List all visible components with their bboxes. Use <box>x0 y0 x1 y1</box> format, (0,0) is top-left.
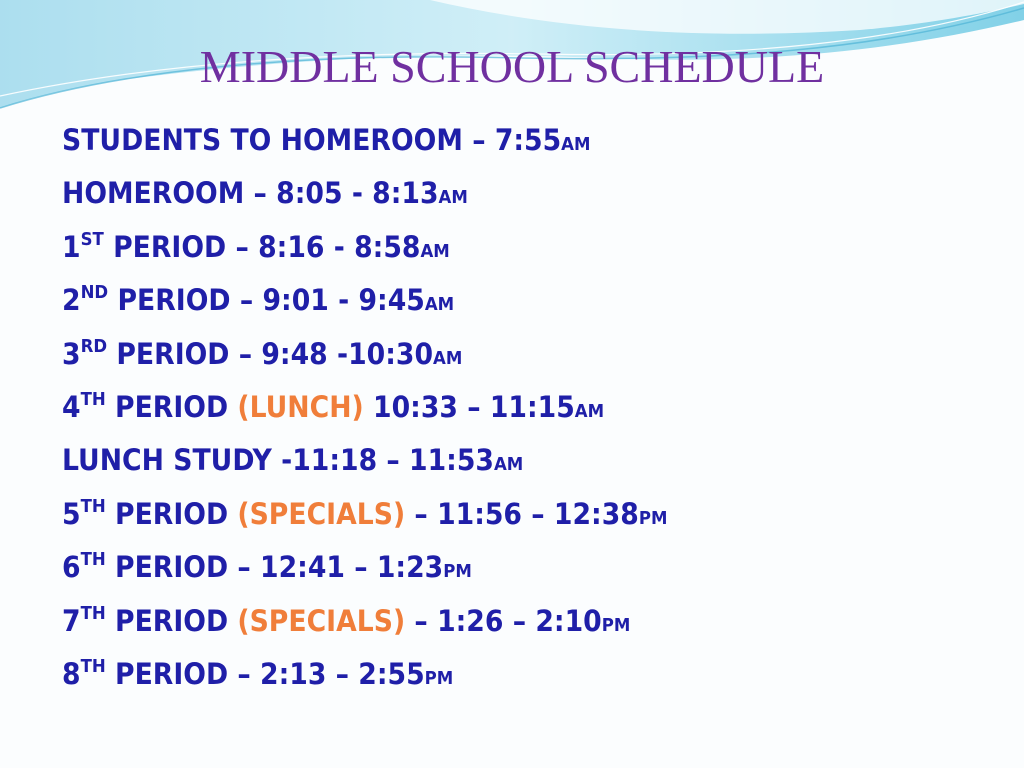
period-number: 8 <box>62 656 81 691</box>
time-suffix: AM <box>574 400 605 422</box>
schedule-row <box>62 599 927 652</box>
ordinal-suffix: TH <box>80 388 106 410</box>
schedule-row <box>62 278 927 331</box>
row-label: HOMEROOM <box>62 176 245 211</box>
time-suffix: AM <box>493 454 524 476</box>
row-note: (SPECIALS) <box>237 603 406 638</box>
time-suffix: PM <box>638 507 668 529</box>
ordinal-suffix: TH <box>80 549 106 571</box>
row-label: PERIOD <box>105 603 238 638</box>
row-times: – 11:56 – 12:38 <box>405 496 639 531</box>
row-label: PERIOD <box>105 496 238 531</box>
period-number: 1 <box>62 229 81 264</box>
schedule-row <box>62 332 927 385</box>
row-times: – 9:01 - 9:45 <box>230 283 425 318</box>
row-times: – 7:55 <box>462 123 562 157</box>
period-number: 3 <box>62 336 81 371</box>
schedule-row <box>62 438 927 491</box>
schedule-row <box>62 225 927 278</box>
period-number: 6 <box>62 550 81 585</box>
time-suffix: AM <box>561 134 591 155</box>
row-times: -11:18 – 11:53 <box>271 443 494 478</box>
schedule-row <box>62 171 927 224</box>
ordinal-suffix: RD <box>80 335 108 357</box>
time-suffix: AM <box>424 294 455 316</box>
row-times: – 8:16 - 8:58 <box>226 229 421 264</box>
row-label: LUNCH STUDY <box>62 443 272 478</box>
row-times: – 12:41 – 1:23 <box>228 550 444 585</box>
row-times: – 2:13 – 2:55 <box>228 656 425 691</box>
schedule-list <box>62 118 1002 705</box>
row-times: – 9:48 -10:30 <box>229 336 434 371</box>
row-times: 10:33 – 11:15 <box>363 389 575 424</box>
row-note: (SPECIALS) <box>237 496 406 531</box>
slide-title: MIDDLE SCHOOL SCHEDULE <box>199 41 825 92</box>
time-suffix: AM <box>438 187 468 209</box>
row-label: PERIOD <box>105 389 238 424</box>
period-number: 5 <box>62 496 81 531</box>
ordinal-suffix: TH <box>80 495 106 517</box>
time-suffix: PM <box>443 561 472 583</box>
ordinal-suffix: ST <box>80 228 104 250</box>
period-number: 7 <box>62 603 81 638</box>
schedule-row <box>62 545 927 598</box>
schedule-row <box>62 652 927 705</box>
row-label: STUDENTS TO HOMEROOM <box>62 123 463 157</box>
period-number: 2 <box>62 283 81 318</box>
schedule-row <box>62 385 927 438</box>
schedule-row <box>62 492 927 545</box>
row-times: – 1:26 – 2:10 <box>405 603 602 638</box>
time-suffix: AM <box>420 240 450 262</box>
time-suffix: PM <box>424 667 454 689</box>
period-number: 4 <box>62 389 81 424</box>
schedule-row <box>62 118 927 171</box>
row-label: PERIOD <box>105 550 229 585</box>
row-label: PERIOD <box>107 336 230 371</box>
ordinal-suffix: ND <box>80 282 109 304</box>
row-label: PERIOD <box>105 656 229 691</box>
row-label: PERIOD <box>108 283 231 318</box>
row-label: PERIOD <box>103 229 227 264</box>
row-note: (LUNCH) <box>237 389 364 424</box>
ordinal-suffix: TH <box>80 602 106 624</box>
ordinal-suffix: TH <box>80 655 106 677</box>
time-suffix: PM <box>601 614 631 636</box>
time-suffix: AM <box>433 347 463 369</box>
row-times: – 8:05 - 8:13 <box>244 176 439 211</box>
